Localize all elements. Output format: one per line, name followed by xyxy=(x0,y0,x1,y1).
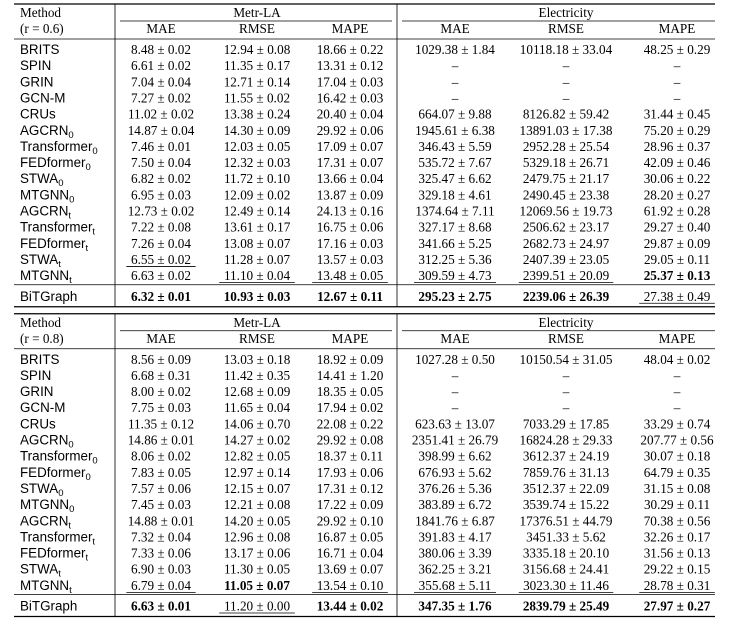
metric-cell: 27.97 ± 0.27 xyxy=(643,598,711,614)
metric-header-mae: MAE xyxy=(146,330,176,346)
metric-cell: 14.41 ± 1.20 xyxy=(316,367,384,383)
method-subscript: t xyxy=(69,584,72,596)
metric-cell: 30.07 ± 0.18 xyxy=(643,448,711,464)
metric-cell: 7859.76 ± 31.13 xyxy=(522,464,610,480)
metric-cell: 3156.68 ± 24.41 xyxy=(522,561,610,577)
metric-cell: 12.73 ± 0.02 xyxy=(127,203,195,219)
metric-cell: 329.18 ± 4.61 xyxy=(418,187,492,203)
method-name-text: MTGNN xyxy=(20,187,70,203)
metric-cell: – xyxy=(451,74,459,90)
metric-cell: 12.32 ± 0.03 xyxy=(223,155,291,171)
metric-cell: – xyxy=(451,384,459,400)
metric-cell: 6.32 ± 0.01 xyxy=(131,288,191,304)
metric-cell: 28.96 ± 0.37 xyxy=(643,138,711,154)
metric-cell: 6.79 ± 0.04 xyxy=(131,577,191,593)
metric-cell: 16.75 ± 0.06 xyxy=(316,219,384,235)
metric-cell: 676.93 ± 5.62 xyxy=(418,464,492,480)
method-header: Method xyxy=(20,5,62,20)
metric-cell: 2239.06 ± 26.39 xyxy=(522,288,610,304)
metric-cell: – xyxy=(673,400,681,416)
metric-cell: 13.87 ± 0.09 xyxy=(316,187,384,203)
metric-cell: 380.06 ± 3.39 xyxy=(418,545,492,561)
results-table-1 xyxy=(14,4,715,307)
metric-header-mape: MAPE xyxy=(331,330,369,346)
metric-cell: – xyxy=(451,367,459,383)
metric-header-mae: MAE xyxy=(440,21,470,36)
method-subscript: t xyxy=(69,275,72,287)
method-name-text: GRIN xyxy=(20,74,54,90)
metric-header-mae: MAE xyxy=(440,330,470,346)
method-name-text: GRIN xyxy=(20,384,54,400)
method-name-text: AGCRN xyxy=(20,432,69,448)
metric-cell: 30.29 ± 0.11 xyxy=(643,497,711,513)
metric-cell: 14.27 ± 0.02 xyxy=(223,432,291,448)
metric-cell: 1027.28 ± 0.50 xyxy=(415,351,495,367)
metric-cell: 16824.28 ± 29.33 xyxy=(519,432,613,448)
method-name-text: Transformer xyxy=(20,529,93,545)
metric-cell: 11.02 ± 0.02 xyxy=(127,106,195,122)
method-subscript: 0 xyxy=(69,504,75,516)
method-name-text: MTGNN xyxy=(20,268,70,284)
method-subscript: t xyxy=(58,568,61,580)
method-subscript: 0 xyxy=(92,455,98,467)
metric-cell: 12.94 ± 0.08 xyxy=(223,42,291,57)
group-header-electricity: Electricity xyxy=(538,314,594,330)
method-name xyxy=(20,384,53,399)
metric-cell: 6.82 ± 0.02 xyxy=(131,171,191,187)
metric-cell: – xyxy=(562,400,570,416)
method-subscript: t xyxy=(85,242,89,254)
metric-cell: 33.29 ± 0.74 xyxy=(643,416,711,432)
metric-cell: 13.38 ± 0.24 xyxy=(223,106,291,122)
metric-cell: 2839.79 ± 25.49 xyxy=(522,598,610,614)
method-name-text: AGCRN xyxy=(20,513,69,529)
metric-cell: 48.04 ± 0.02 xyxy=(643,351,711,367)
method-subscript: t xyxy=(58,258,61,270)
method-subscript: t xyxy=(68,210,71,222)
metric-cell: 16.42 ± 0.03 xyxy=(316,90,384,106)
metric-cell: 29.22 ± 0.15 xyxy=(643,561,711,577)
method-subscript: 0 xyxy=(68,129,74,141)
metric-cell: 12.49 ± 0.14 xyxy=(223,203,291,219)
method-name-text: Transformer xyxy=(20,219,93,235)
metric-cell: 6.63 ± 0.01 xyxy=(131,598,191,614)
metric-cell: 13.03 ± 0.18 xyxy=(223,351,291,367)
metric-cell: – xyxy=(451,90,459,106)
metric-cell: 2490.45 ± 23.38 xyxy=(522,187,610,203)
metric-cell: 6.55 ± 0.02 xyxy=(131,251,191,267)
group-header-metr-la: Metr-LA xyxy=(233,314,281,330)
metric-cell: 346.43 ± 5.59 xyxy=(418,138,492,154)
metric-cell: 312.25 ± 5.36 xyxy=(418,251,492,267)
metric-cell: 362.25 ± 3.21 xyxy=(418,561,492,577)
metric-header-rmse: RMSE xyxy=(239,21,275,36)
metric-cell: 28.20 ± 0.27 xyxy=(643,187,711,203)
metric-cell: 12.03 ± 0.05 xyxy=(223,138,291,154)
metric-cell: 6.95 ± 0.03 xyxy=(131,187,191,203)
metric-cell: – xyxy=(673,384,681,400)
metric-cell: 3612.37 ± 24.19 xyxy=(522,448,610,464)
metric-cell: 17.31 ± 0.07 xyxy=(316,155,384,171)
metric-cell: 12.97 ± 0.14 xyxy=(223,464,291,480)
metric-header-rmse: RMSE xyxy=(548,330,584,346)
method-name-text: BRITS xyxy=(20,351,60,367)
metric-cell: 17376.51 ± 44.79 xyxy=(519,513,613,529)
method-subscript: 0 xyxy=(69,194,75,206)
method-name xyxy=(20,107,56,122)
method-name-text: STWA xyxy=(20,171,59,187)
metric-cell: 535.72 ± 7.67 xyxy=(418,155,492,171)
metric-cell: 1841.76 ± 6.87 xyxy=(415,513,495,529)
metric-cell: 3512.37 ± 22.09 xyxy=(522,480,610,496)
method-name-text: STWA xyxy=(20,480,59,496)
metric-cell: 2682.73 ± 24.97 xyxy=(522,235,610,251)
metric-cell: 64.79 ± 0.35 xyxy=(643,464,711,480)
method-name-text: Transformer xyxy=(20,138,93,154)
method-name-text: GCN-M xyxy=(20,90,66,106)
metric-cell: 12.15 ± 0.07 xyxy=(223,480,291,496)
metric-cell: 13.31 ± 0.12 xyxy=(316,58,384,74)
metric-cell: – xyxy=(673,58,681,74)
metric-cell: 12.96 ± 0.08 xyxy=(223,529,291,545)
metric-cell: 7.26 ± 0.04 xyxy=(131,235,191,251)
metric-header-mape: MAPE xyxy=(658,21,696,36)
metric-cell: 10150.54 ± 31.05 xyxy=(519,351,613,367)
metric-cell: 11.42 ± 0.35 xyxy=(223,367,291,383)
method-name-text: CRUs xyxy=(20,106,56,122)
metric-cell: 17.22 ± 0.09 xyxy=(316,497,384,513)
metric-cell: 14.06 ± 0.70 xyxy=(223,416,291,432)
metric-cell: 29.87 ± 0.09 xyxy=(643,235,711,251)
metric-cell: 391.83 ± 4.17 xyxy=(418,529,492,545)
method-name xyxy=(20,74,53,89)
metric-cell: 347.35 ± 1.76 xyxy=(418,598,492,614)
metric-cell: 1945.61 ± 6.38 xyxy=(415,122,495,138)
method-name xyxy=(20,352,60,367)
method-name xyxy=(20,42,60,57)
metric-cell: 341.66 ± 5.25 xyxy=(418,235,492,251)
results-table-2 xyxy=(14,314,715,617)
metric-cell: 17.16 ± 0.03 xyxy=(316,235,384,251)
metric-cell: 13.57 ± 0.03 xyxy=(316,251,384,267)
metric-cell: 11.35 ± 0.12 xyxy=(127,416,195,432)
method-name xyxy=(20,289,77,304)
metric-cell: 8.00 ± 0.02 xyxy=(131,384,191,400)
metric-cell: 42.09 ± 0.46 xyxy=(643,155,711,171)
metric-cell: 12069.56 ± 19.73 xyxy=(519,203,613,219)
metric-cell: 355.68 ± 5.11 xyxy=(418,577,492,593)
method-subscript: t xyxy=(85,552,89,564)
metric-cell: 11.72 ± 0.10 xyxy=(223,171,291,187)
metric-cell: 17.93 ± 0.06 xyxy=(316,464,384,480)
method-name xyxy=(20,268,72,286)
metric-cell: 6.68 ± 0.31 xyxy=(131,367,191,383)
metric-cell: 8126.82 ± 59.42 xyxy=(522,106,610,122)
metric-cell: 29.27 ± 0.40 xyxy=(643,219,711,235)
metric-cell: 17.04 ± 0.03 xyxy=(316,74,384,90)
method-subscript: 0 xyxy=(85,471,91,483)
metric-header-mape: MAPE xyxy=(658,330,696,346)
metric-cell: 14.30 ± 0.09 xyxy=(223,122,291,138)
metric-cell: 20.40 ± 0.04 xyxy=(316,106,384,122)
method-subscript: 0 xyxy=(58,178,64,190)
metric-cell: 327.17 ± 8.68 xyxy=(418,219,492,235)
metric-header-rmse: RMSE xyxy=(548,21,584,36)
metric-cell: 1374.64 ± 7.11 xyxy=(415,203,495,219)
method-name xyxy=(20,416,56,431)
metric-cell: 13.66 ± 0.04 xyxy=(316,171,384,187)
metric-cell: 13.54 ± 0.10 xyxy=(316,577,384,593)
metric-cell: 14.86 ± 0.01 xyxy=(127,432,195,448)
method-name-text: BiTGraph xyxy=(20,598,78,614)
metric-cell: 18.92 ± 0.09 xyxy=(316,351,384,367)
metric-cell: 12.68 ± 0.09 xyxy=(223,384,291,400)
metric-cell: 24.13 ± 0.16 xyxy=(316,203,384,219)
metric-cell: 623.63 ± 13.07 xyxy=(415,416,495,432)
metric-cell: 18.35 ± 0.05 xyxy=(316,384,384,400)
method-subscript: 0 xyxy=(68,439,74,451)
metric-cell: 18.66 ± 0.22 xyxy=(316,42,384,57)
metric-cell: 7033.29 ± 17.85 xyxy=(522,416,610,432)
metric-cell: 7.46 ± 0.01 xyxy=(131,138,191,154)
metric-cell: 13891.03 ± 17.38 xyxy=(519,122,613,138)
metric-cell: – xyxy=(673,74,681,90)
method-subscript: 0 xyxy=(58,487,64,499)
metric-cell: 14.87 ± 0.04 xyxy=(127,122,195,138)
metric-cell: 27.38 ± 0.49 xyxy=(643,288,711,304)
metric-cell: 2351.41 ± 26.79 xyxy=(411,432,499,448)
metric-cell: 11.35 ± 0.17 xyxy=(223,58,291,74)
metric-cell: 325.47 ± 6.62 xyxy=(418,171,492,187)
method-subscript: t xyxy=(92,226,96,238)
metric-cell: 31.15 ± 0.08 xyxy=(643,480,711,496)
method-subscript: 0 xyxy=(92,145,98,157)
metric-cell: 30.06 ± 0.22 xyxy=(643,171,711,187)
metric-cell: 207.77 ± 0.56 xyxy=(640,432,714,448)
metric-cell: 10118.18 ± 33.04 xyxy=(519,42,613,57)
metric-cell: – xyxy=(451,58,459,74)
metric-cell: 29.92 ± 0.08 xyxy=(316,432,384,448)
method-name-text: STWA xyxy=(20,561,59,577)
method-name-text: FEDformer xyxy=(20,235,86,251)
metric-cell: 32.26 ± 0.17 xyxy=(643,529,711,545)
metric-cell: 11.65 ± 0.04 xyxy=(223,400,291,416)
metric-cell: 22.08 ± 0.22 xyxy=(316,416,384,432)
method-name-text: CRUs xyxy=(20,416,56,432)
metric-cell: 75.20 ± 0.29 xyxy=(643,122,711,138)
method-name-text: FEDformer xyxy=(20,155,86,171)
metric-cell: 61.92 ± 0.28 xyxy=(643,203,711,219)
metric-cell: 7.27 ± 0.02 xyxy=(131,90,191,106)
metric-cell: 10.93 ± 0.03 xyxy=(223,288,291,304)
metric-cell: 17.09 ± 0.07 xyxy=(316,138,384,154)
method-subscript: t xyxy=(92,536,96,548)
metric-cell: 3451.33 ± 5.62 xyxy=(526,529,606,545)
metric-cell: 7.50 ± 0.04 xyxy=(131,155,191,171)
metric-cell: 7.45 ± 0.03 xyxy=(131,497,191,513)
metric-cell: 12.09 ± 0.02 xyxy=(223,187,291,203)
metric-cell: 12.71 ± 0.14 xyxy=(223,74,291,90)
metric-cell: 12.21 ± 0.08 xyxy=(223,497,291,513)
metric-cell: 7.04 ± 0.04 xyxy=(131,74,191,90)
metric-cell: 11.20 ± 0.00 xyxy=(223,598,291,614)
metric-cell: 11.05 ± 0.07 xyxy=(224,577,290,593)
metric-cell: 13.61 ± 0.17 xyxy=(223,219,291,235)
metric-header-mape: MAPE xyxy=(331,21,369,36)
metric-header-rmse: RMSE xyxy=(239,330,275,346)
metric-cell: 8.48 ± 0.02 xyxy=(131,42,191,57)
metric-cell: 3539.74 ± 15.22 xyxy=(522,497,610,513)
method-name xyxy=(20,90,65,105)
metric-cell: 8.56 ± 0.09 xyxy=(131,351,191,367)
metric-cell: 48.25 ± 0.29 xyxy=(643,42,711,57)
metric-cell: – xyxy=(562,90,570,106)
method-name-text: FEDformer xyxy=(20,464,86,480)
method-name xyxy=(20,578,72,596)
metric-cell: 2479.75 ± 21.17 xyxy=(522,171,610,187)
method-name xyxy=(20,368,51,383)
metric-cell: 13.69 ± 0.07 xyxy=(316,561,384,577)
method-name-text: MTGNN xyxy=(20,497,70,513)
metric-cell: 2407.39 ± 23.05 xyxy=(522,251,610,267)
metric-cell: – xyxy=(673,367,681,383)
metric-cell: 13.17 ± 0.06 xyxy=(223,545,291,561)
metric-cell: 7.57 ± 0.06 xyxy=(131,480,191,496)
metric-cell: 18.37 ± 0.11 xyxy=(316,448,384,464)
method-header: Method xyxy=(20,314,62,330)
metric-cell: 3023.30 ± 11.46 xyxy=(523,577,609,593)
metric-cell: 1029.38 ± 1.84 xyxy=(415,42,495,57)
method-name xyxy=(20,58,51,73)
metric-cell: 29.92 ± 0.06 xyxy=(316,122,384,138)
group-header-metr-la: Metr-LA xyxy=(233,5,281,20)
metric-cell: 17.94 ± 0.02 xyxy=(316,400,384,416)
metric-cell: 14.88 ± 0.01 xyxy=(127,513,195,529)
method-name-text: BRITS xyxy=(20,42,60,57)
metric-cell: 7.32 ± 0.04 xyxy=(131,529,191,545)
metric-cell: 16.71 ± 0.04 xyxy=(316,545,384,561)
metric-cell: 31.56 ± 0.13 xyxy=(643,545,711,561)
metric-cell: 664.07 ± 9.88 xyxy=(418,106,492,122)
metric-cell: 398.99 ± 6.62 xyxy=(418,448,492,464)
metric-cell: 11.10 ± 0.04 xyxy=(223,268,291,284)
method-name-text: SPIN xyxy=(20,367,52,383)
metric-cell: 29.92 ± 0.10 xyxy=(316,513,384,529)
metric-cell: 6.90 ± 0.03 xyxy=(131,561,191,577)
metric-cell: – xyxy=(562,58,570,74)
method-name-text: MTGNN xyxy=(20,577,70,593)
metric-cell: 8.06 ± 0.02 xyxy=(131,448,191,464)
metric-cell: 70.38 ± 0.56 xyxy=(643,513,711,529)
metric-cell: 309.59 ± 4.73 xyxy=(418,268,492,284)
metric-cell: 13.48 ± 0.05 xyxy=(316,268,384,284)
ratio-label: (r = 0.8) xyxy=(20,330,64,346)
method-subscript: 0 xyxy=(85,162,91,174)
metric-cell: 2952.28 ± 25.54 xyxy=(522,138,610,154)
method-name-text: STWA xyxy=(20,251,59,267)
metric-cell: 6.61 ± 0.02 xyxy=(131,58,191,74)
metric-cell: 7.22 ± 0.08 xyxy=(131,219,191,235)
metric-cell: – xyxy=(562,74,570,90)
metric-cell: 28.78 ± 0.31 xyxy=(643,577,711,593)
metric-cell: 295.23 ± 2.75 xyxy=(418,288,492,304)
method-name-text: AGCRN xyxy=(20,122,69,138)
metric-cell: 12.82 ± 0.05 xyxy=(223,448,291,464)
metric-cell: 31.44 ± 0.45 xyxy=(643,106,711,122)
metric-header-mae: MAE xyxy=(146,21,176,36)
metric-cell: 376.26 ± 5.36 xyxy=(418,480,492,496)
metric-cell: 11.55 ± 0.02 xyxy=(223,90,291,106)
metric-cell: 13.44 ± 0.02 xyxy=(316,598,384,614)
method-subscript: t xyxy=(68,520,71,532)
method-name xyxy=(20,599,77,614)
metric-cell: 13.08 ± 0.07 xyxy=(223,235,291,251)
metric-cell: – xyxy=(673,90,681,106)
metric-cell: 17.31 ± 0.12 xyxy=(316,480,384,496)
method-name-text: FEDformer xyxy=(20,545,86,561)
ratio-label: (r = 0.6) xyxy=(20,21,64,36)
metric-cell: 7.75 ± 0.03 xyxy=(131,400,191,416)
method-name-text: SPIN xyxy=(20,58,52,74)
metric-cell: 2506.62 ± 23.17 xyxy=(522,219,610,235)
metric-cell: 2399.51 ± 20.09 xyxy=(522,268,610,284)
metric-cell: 25.37 ± 0.13 xyxy=(643,268,711,284)
metric-cell: – xyxy=(562,367,570,383)
method-name-text: BiTGraph xyxy=(20,288,78,304)
method-name-text: AGCRN xyxy=(20,203,69,219)
metric-cell: 11.28 ± 0.07 xyxy=(223,251,291,267)
metric-cell: 29.05 ± 0.11 xyxy=(643,251,711,267)
method-name xyxy=(20,400,65,415)
metric-cell: 383.89 ± 6.72 xyxy=(418,497,492,513)
metric-cell: 14.20 ± 0.05 xyxy=(223,513,291,529)
metric-cell: 7.33 ± 0.06 xyxy=(131,545,191,561)
metric-cell: 11.30 ± 0.05 xyxy=(223,561,291,577)
metric-cell: 12.67 ± 0.11 xyxy=(317,288,383,304)
method-name-text: GCN-M xyxy=(20,400,66,416)
metric-cell: 16.87 ± 0.05 xyxy=(316,529,384,545)
group-header-electricity: Electricity xyxy=(538,5,594,20)
metric-cell: 6.63 ± 0.02 xyxy=(131,268,191,284)
metric-cell: – xyxy=(451,400,459,416)
metric-cell: 3335.18 ± 20.10 xyxy=(522,545,610,561)
metric-cell: 5329.18 ± 26.71 xyxy=(522,155,610,171)
metric-cell: 7.83 ± 0.05 xyxy=(131,464,191,480)
method-name-text: Transformer xyxy=(20,448,93,464)
metric-cell: – xyxy=(562,384,570,400)
